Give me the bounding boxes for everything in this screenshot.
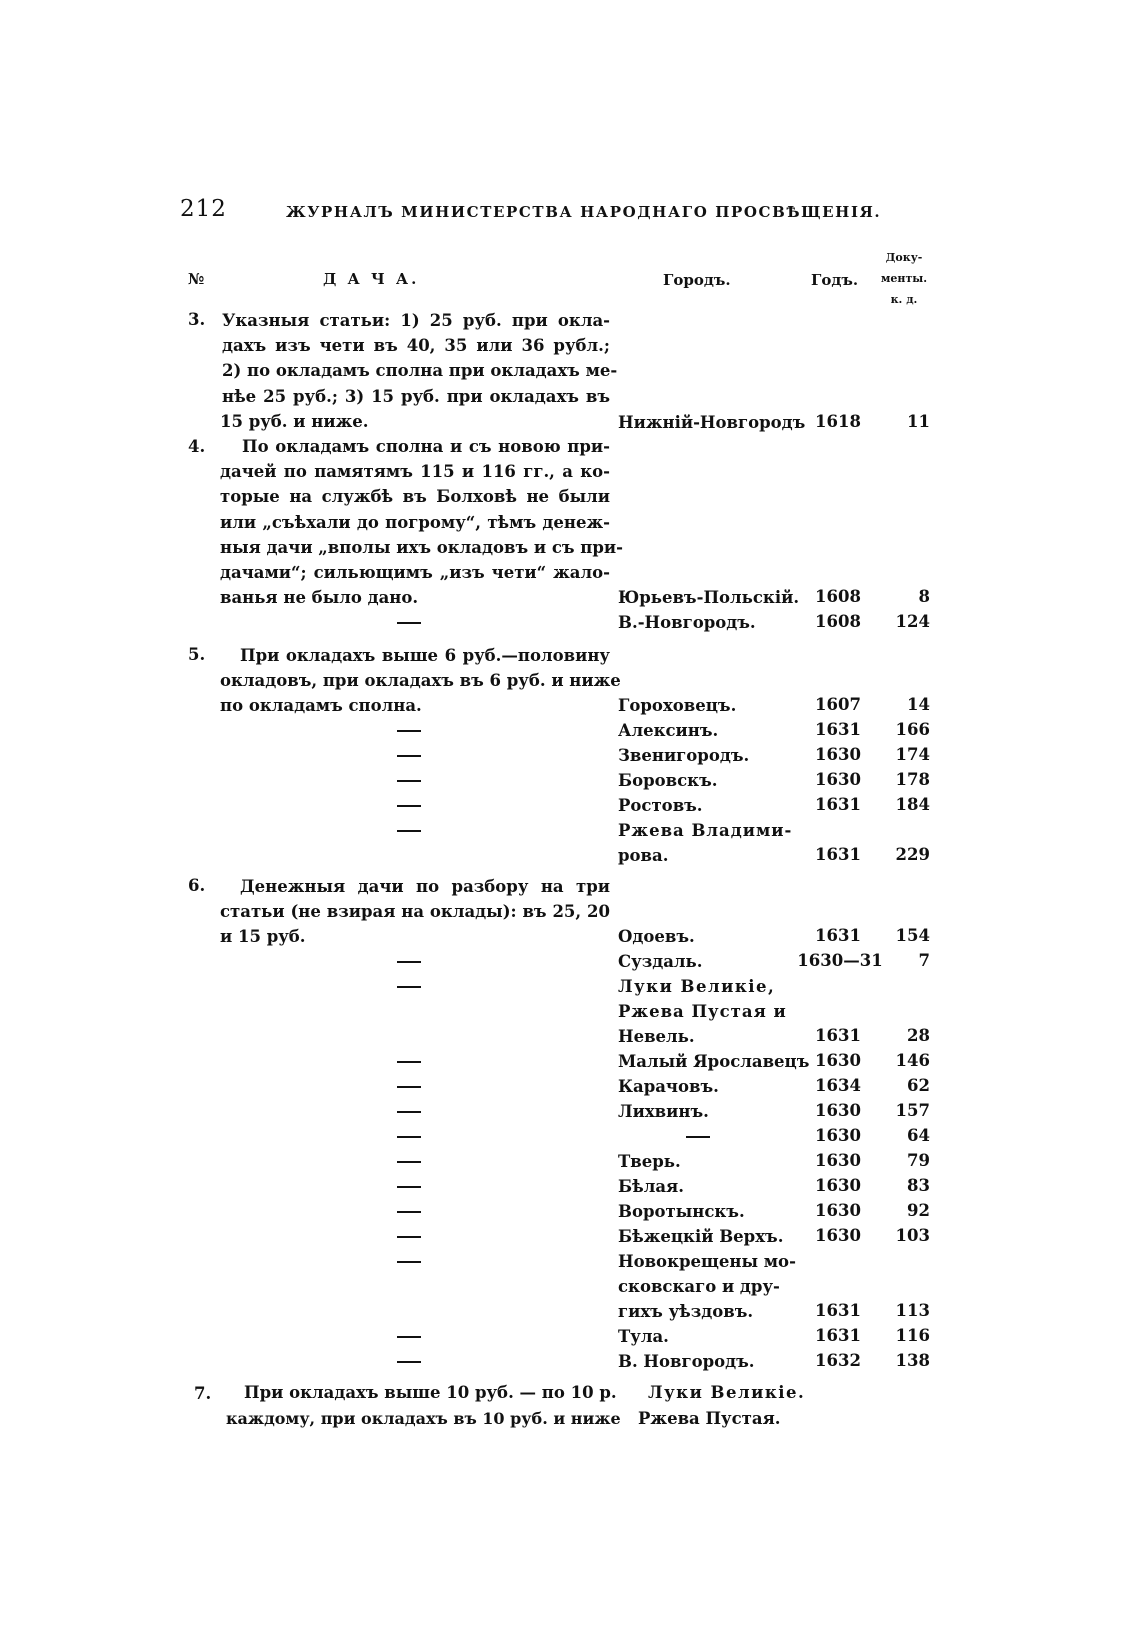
doc-cell: 229 <box>895 845 930 864</box>
doc-cell: 83 <box>907 1176 930 1195</box>
year-cell: 1608 <box>815 612 861 631</box>
doc-cell: 146 <box>895 1051 930 1070</box>
doc-cell: 62 <box>907 1076 930 1095</box>
desc-line: По окладамъ сполна и съ новою при- <box>242 437 610 456</box>
desc-line: При окладахъ выше 6 руб.—половину <box>240 646 610 665</box>
year-cell: 1632 <box>815 1351 861 1370</box>
doc-cell: 184 <box>895 795 930 814</box>
city-cell: Юрьевъ-Польскій. <box>618 588 800 607</box>
city-cell: Звенигородъ. <box>618 746 750 765</box>
desc-line: дачей по памятямъ 115 и 116 гг., а ко- <box>220 462 610 482</box>
doc-cell: 79 <box>907 1151 930 1170</box>
year-cell: 1608 <box>815 587 861 606</box>
city-cell: В.-Новгородъ. <box>618 613 756 632</box>
year-cell: 1631 <box>815 1026 861 1045</box>
doc-cell: 178 <box>895 770 930 789</box>
doc-cell: 124 <box>895 612 930 631</box>
header-year: Годъ. <box>811 271 859 289</box>
year-cell: 1630 <box>815 1201 861 1220</box>
desc-line: статьи (не взирая на оклады): въ 25, 20 <box>220 902 610 922</box>
year-cell: 1630—31 <box>797 951 883 970</box>
doc-cell: 116 <box>895 1326 930 1345</box>
ditto-dash <box>397 1361 421 1363</box>
entry-description <box>220 308 618 434</box>
city-cell: рова. <box>618 846 669 865</box>
year-cell: 1631 <box>815 926 861 945</box>
journal-title: ЖУРНАЛЪ МИНИСТЕРСТВА НАРОДНАГО ПРОСВѢЩЕНІЯ. <box>286 203 882 221</box>
year-cell: 1630 <box>815 1151 861 1170</box>
desc-line: Денежныя дачи по разбору на три <box>240 877 610 896</box>
entry-description <box>220 874 610 950</box>
desc-line: ванья не было дано. <box>220 588 419 608</box>
ditto-dash <box>397 780 421 782</box>
desc-line: 2) по окладамъ сполна при окладахъ ме- <box>222 361 618 381</box>
doc-cell: 92 <box>907 1201 930 1220</box>
city-cell: В. Новгородъ. <box>618 1352 755 1371</box>
ditto-dash <box>397 1336 421 1338</box>
ditto-dash <box>397 961 421 963</box>
ditto-dash <box>397 1061 421 1063</box>
city-cell: Лихвинъ. <box>618 1102 709 1121</box>
city-cell: Бѣлая. <box>618 1177 684 1196</box>
header-documents <box>874 247 934 310</box>
city-cell: Одоевъ. <box>618 927 695 946</box>
city-cell: Ржева Пустая. <box>638 1409 781 1428</box>
year-cell: 1618 <box>815 412 861 431</box>
ditto-dash <box>397 1186 421 1188</box>
ditto-dash <box>397 805 421 807</box>
city-cell: Ржева Пустая и <box>618 1002 787 1021</box>
city-cell: Новокрещены мо- <box>618 1252 796 1271</box>
doc-cell: 138 <box>895 1351 930 1370</box>
desc-line: по окладамъ сполна. <box>220 696 422 716</box>
year-cell: 1631 <box>815 795 861 814</box>
ditto-dash <box>397 1161 421 1163</box>
entry-description-line: каждому, при окладахъ въ 10 руб. и ниже <box>226 1409 621 1428</box>
desc-line: Указныя статьи: 1) 25 руб. при окла- <box>222 311 610 330</box>
city-cell: Боровскъ. <box>618 771 718 790</box>
desc-line: дачами“; сильющимъ „изъ чети“ жало- <box>220 563 610 583</box>
entry-description-line: При окладахъ выше 10 руб. — по 10 р. <box>244 1383 617 1402</box>
year-cell: 1630 <box>815 745 861 764</box>
city-cell: Бѣжецкій Верхъ. <box>618 1227 784 1246</box>
city-cell: Карачовъ. <box>618 1077 719 1096</box>
city-cell: Луки Великіе. <box>648 1383 806 1402</box>
year-cell: 1630 <box>815 1051 861 1070</box>
header-documents-line1: Доку- <box>885 251 923 264</box>
doc-cell: 174 <box>895 745 930 764</box>
year-cell: 1630 <box>815 1226 861 1245</box>
desc-line: ныя дачи „вполы ихъ окладовъ и съ при- <box>220 537 623 557</box>
ditto-dash <box>397 730 421 732</box>
desc-line: торые на службѣ въ Болховѣ не были <box>220 487 610 507</box>
year-cell: 1607 <box>815 695 861 714</box>
entry-number: 5. <box>188 645 206 664</box>
city-cell: Воротынскъ. <box>618 1202 745 1221</box>
doc-cell: 166 <box>895 720 930 739</box>
doc-cell: 113 <box>895 1301 930 1320</box>
desc-line: или „съѣхали до погрому“, тѣмъ денеж- <box>220 512 610 532</box>
doc-cell: 14 <box>907 695 930 714</box>
ditto-dash <box>397 755 421 757</box>
header-city: Городъ. <box>663 271 731 289</box>
doc-cell: 103 <box>895 1226 930 1245</box>
city-cell: Малый Ярославецъ <box>618 1052 810 1071</box>
ditto-dash <box>397 830 421 832</box>
header-documents-line2: менты. <box>880 272 928 285</box>
desc-line: 15 руб. и ниже. <box>220 411 369 431</box>
page-number: 212 <box>180 196 227 222</box>
year-cell: 1630 <box>815 1126 861 1145</box>
doc-cell: 7 <box>918 951 930 970</box>
city-cell: Тула. <box>618 1327 669 1346</box>
doc-cell: 157 <box>895 1101 930 1120</box>
city-cell: Нижній-Новгородъ <box>618 413 806 432</box>
city-cell: гихъ уѣздовъ. <box>618 1302 754 1321</box>
header-dacha: Д А Ч А. <box>323 270 420 288</box>
doc-cell: 64 <box>907 1126 930 1145</box>
year-cell: 1634 <box>815 1076 861 1095</box>
header-documents-line3: к. д. <box>890 293 918 306</box>
entry-number: 3. <box>188 310 206 329</box>
desc-line: окладовъ, при окладахъ въ 6 руб. и ниже <box>220 671 621 691</box>
doc-cell: 8 <box>918 587 930 606</box>
year-cell: 1630 <box>815 770 861 789</box>
desc-line: дахъ изъ чети въ 40, 35 или 36 рубл.; <box>222 336 610 356</box>
entry-description <box>220 643 621 719</box>
city-cell: Ржева Владими- <box>618 821 793 840</box>
ditto-dash <box>397 1086 421 1088</box>
year-cell: 1630 <box>815 1176 861 1195</box>
doc-cell: 28 <box>907 1026 930 1045</box>
city-cell: Гороховецъ. <box>618 696 737 715</box>
doc-cell: 154 <box>895 926 930 945</box>
city-cell: Луки Великіе, <box>618 977 776 996</box>
ditto-dash <box>397 1111 421 1113</box>
ditto-dash <box>397 622 421 624</box>
entry-number: 4. <box>188 437 206 456</box>
year-cell: 1631 <box>815 1301 861 1320</box>
city-cell: сковскаго и дру- <box>618 1277 780 1296</box>
year-cell: 1631 <box>815 845 861 864</box>
desc-line: нѣе 25 руб.; 3) 15 руб. при окладахъ въ <box>222 386 610 406</box>
year-cell: 1631 <box>815 720 861 739</box>
header-number: № <box>188 270 205 288</box>
ditto-dash <box>397 1211 421 1213</box>
city-cell: Ростовъ. <box>618 796 703 815</box>
desc-line: и 15 руб. <box>220 927 306 947</box>
city-cell: Тверь. <box>618 1152 681 1171</box>
ditto-dash <box>397 1261 421 1263</box>
doc-cell: 11 <box>907 412 930 431</box>
ditto-dash <box>397 1236 421 1238</box>
ditto-dash <box>686 1136 710 1138</box>
year-cell: 1631 <box>815 1326 861 1345</box>
city-cell: Суздаль. <box>618 952 703 971</box>
ditto-dash <box>397 1136 421 1138</box>
entry-description <box>220 434 623 610</box>
ditto-dash <box>397 986 421 988</box>
entry-number: 7. <box>194 1384 212 1403</box>
city-cell: Невель. <box>618 1027 695 1046</box>
entry-number: 6. <box>188 876 206 895</box>
city-cell: Алексинъ. <box>618 721 719 740</box>
year-cell: 1630 <box>815 1101 861 1120</box>
